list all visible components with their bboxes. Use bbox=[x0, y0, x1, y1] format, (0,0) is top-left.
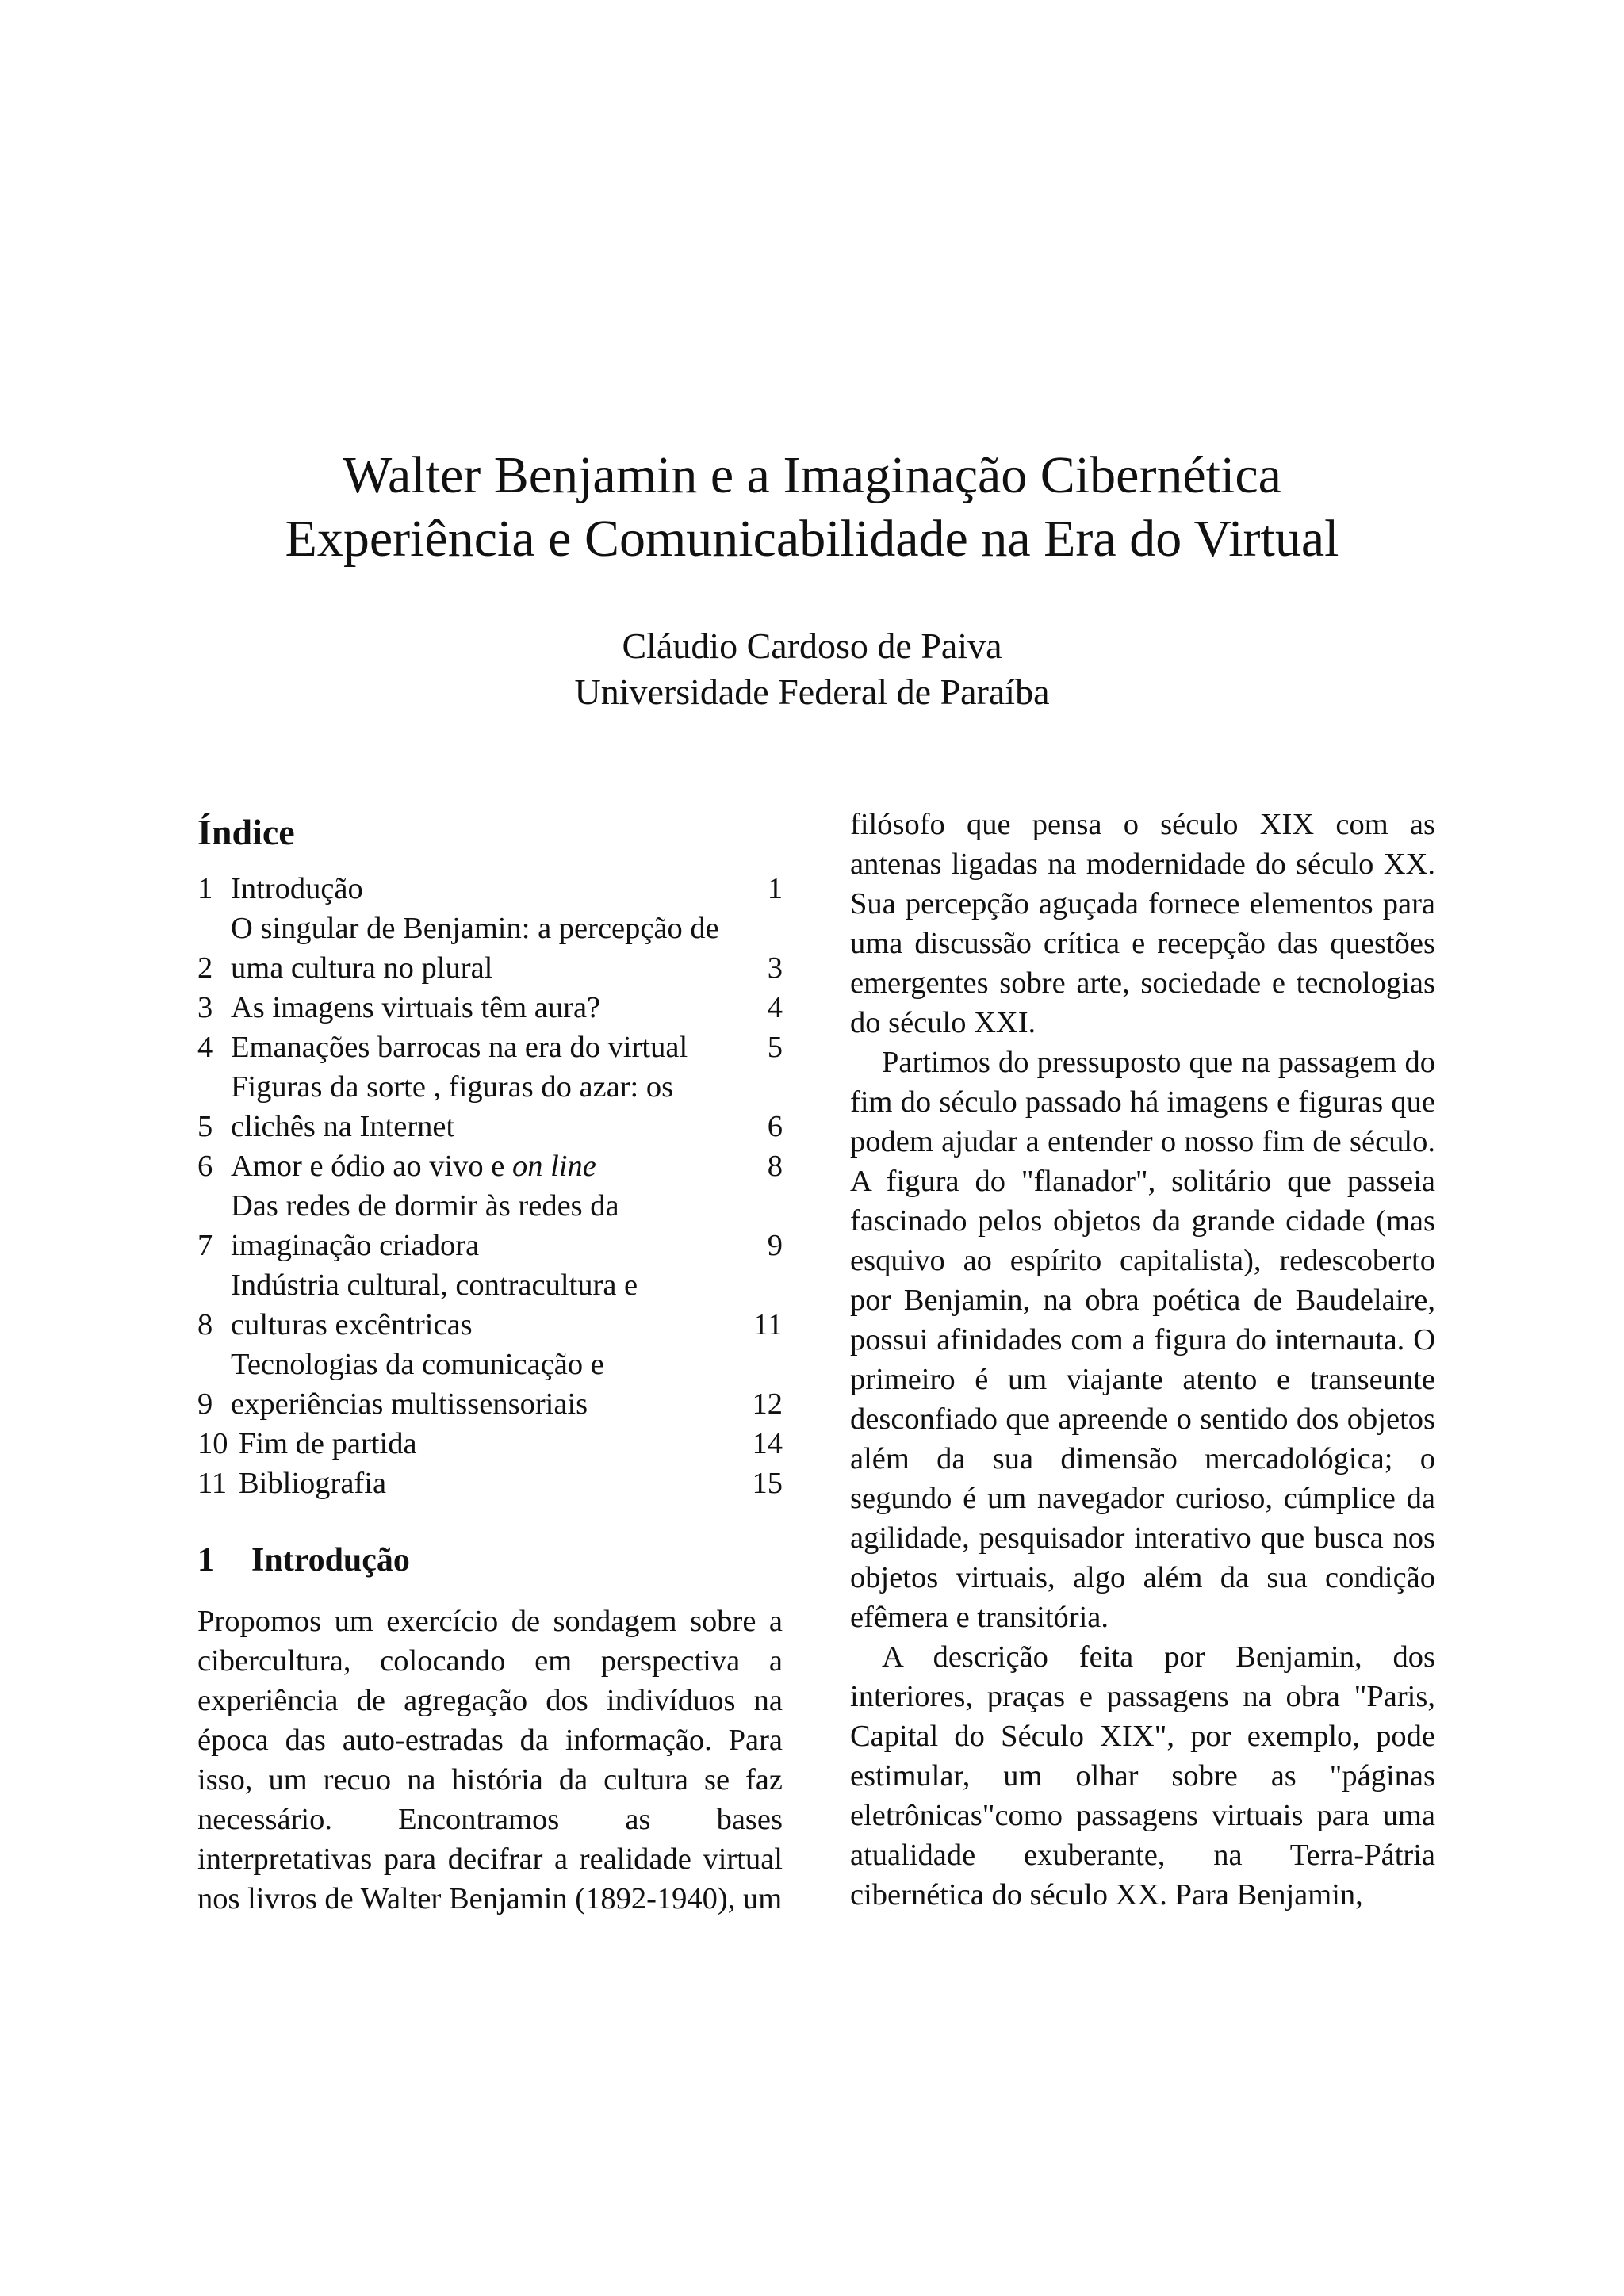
toc-text: Emanações barrocas na era do virtual bbox=[231, 1031, 688, 1064]
toc-text: Figuras da sorte , figuras do azar: os clichês na Internet bbox=[231, 1070, 674, 1143]
toc-item[interactable] bbox=[197, 1027, 783, 1067]
toc-page: 5 bbox=[767, 1031, 783, 1064]
title-line-1: Walter Benjamin e a Imaginação Cibernética bbox=[343, 446, 1281, 504]
toc-number: 11 bbox=[197, 1467, 228, 1500]
toc-page: 6 bbox=[767, 1110, 783, 1143]
toc-item[interactable] bbox=[197, 1186, 783, 1265]
toc-number: 9 bbox=[197, 1387, 213, 1421]
left-column bbox=[197, 809, 783, 1919]
toc-number: 7 bbox=[197, 1229, 213, 1262]
toc-number: 2 bbox=[197, 951, 213, 985]
title-line-2: Experiência e Comunicabilidade na Era do Virtual bbox=[285, 510, 1339, 568]
body-paragraph: A descrição feita por Benjamin, dos interiores, praças e passagens na obra "Paris, Capital do Século XIX", por exemplo, pode estimular, um olhar sobre as "páginas eletrônicas"como passagens virtuais para uma atualidade exuberante, na Terra-Pátria cibernética do século XX. Para Benjamin, bbox=[850, 1640, 1435, 1911]
toc-item[interactable] bbox=[197, 1146, 783, 1186]
toc-number: 5 bbox=[197, 1110, 213, 1143]
toc-item[interactable] bbox=[197, 869, 783, 909]
section-number: 1 bbox=[197, 1542, 214, 1578]
toc-text: Indústria cultural, contracultura e culturas excêntricas bbox=[231, 1269, 638, 1341]
toc-page: 11 bbox=[753, 1308, 783, 1341]
toc-item[interactable] bbox=[197, 1265, 783, 1345]
toc-text: O singular de Benjamin: a percepção de uma cultura no plural bbox=[231, 912, 719, 985]
toc-item[interactable] bbox=[197, 1424, 783, 1464]
author-name: Cláudio Cardoso de Paiva bbox=[622, 626, 1002, 666]
toc-text: As imagens virtuais têm aura? bbox=[231, 991, 601, 1024]
toc-heading: Índice bbox=[197, 812, 295, 852]
toc-number: 10 bbox=[197, 1427, 228, 1460]
toc-text: Amor e ódio ao vivo e bbox=[231, 1150, 512, 1183]
toc-item[interactable] bbox=[197, 909, 783, 988]
section-title: Introdução bbox=[251, 1542, 410, 1578]
toc-page: 4 bbox=[767, 991, 783, 1024]
section-heading bbox=[197, 1536, 783, 1601]
toc-text: Fim de partida bbox=[239, 1427, 417, 1460]
intro-paragraph: Propomos um exercício de sondagem sobre a cibercultura, colocando em perspectiva a experiência de agregação dos indivíduos na época das auto-estradas da informação. Para isso, um recuo na história da cultura se faz necessário. Encontramos as bases interpretativas para decifrar a realidade virtual nos livros de Walter Benjamin (1892-1940), um bbox=[197, 1605, 783, 1915]
toc-item[interactable] bbox=[197, 1464, 783, 1503]
toc-item[interactable] bbox=[197, 1345, 783, 1424]
right-column bbox=[850, 805, 1435, 1915]
toc-page: 8 bbox=[767, 1150, 783, 1183]
toc-number: 4 bbox=[197, 1031, 213, 1064]
toc-number: 6 bbox=[197, 1150, 213, 1183]
toc-text: Das redes de dormir às redes da imaginação criadora bbox=[231, 1189, 619, 1262]
toc-number: 8 bbox=[197, 1308, 213, 1341]
toc-page: 15 bbox=[752, 1467, 783, 1500]
toc-text: Tecnologias da comunicação e experiências multissensoriais bbox=[231, 1348, 604, 1421]
toc-page: 1 bbox=[767, 872, 783, 905]
body-paragraph: Partimos do pressuposto que na passagem do fim do século passado há imagens e figuras que podem ajudar a entender o nosso fim de século. A figura do "flanador", solitário que passeia fascinado pelos objetos da grande cidade (mas esquivo ao espírito capitalista), redescoberto por Benjamin, na obra poética de Baudelaire, possui afinidades com a figura do internauta. O primeiro é um viajante atento e transeunte desconfiado que apreende o sentido dos objetos além da sua dimensão mercadológica; o segundo é um navegador curioso, cúmplice da agilidade, pesquisador interativo que busca nos objetos virtuais, algo além da sua condição efêmera e transitória. bbox=[850, 1046, 1435, 1634]
author-block bbox=[0, 623, 1624, 715]
toc-text: Bibliografia bbox=[239, 1467, 387, 1500]
toc-text-italic: on line bbox=[511, 1150, 596, 1183]
toc-item[interactable] bbox=[197, 988, 783, 1027]
author-affiliation: Universidade Federal de Paraíba bbox=[574, 672, 1050, 712]
body-paragraph: filósofo que pensa o século XIX com as antenas ligadas na modernidade do século XX. Sua percepção aguçada fornece elementos para uma discussão crítica e recepção das questões emergentes sobre arte, sociedade e tecnologias do século XXI. bbox=[850, 808, 1435, 1039]
toc-page: 3 bbox=[767, 951, 783, 985]
toc-page: 14 bbox=[752, 1427, 783, 1460]
toc-text-wrap bbox=[231, 1146, 743, 1186]
toc-item[interactable] bbox=[197, 1067, 783, 1146]
paper-title bbox=[0, 444, 1624, 571]
toc-page: 9 bbox=[767, 1229, 783, 1262]
toc-number: 1 bbox=[197, 872, 213, 905]
toc-page: 12 bbox=[752, 1387, 783, 1421]
toc-number: 3 bbox=[197, 991, 213, 1024]
table-of-contents bbox=[197, 869, 783, 1503]
toc-text: Introdução bbox=[231, 872, 363, 905]
